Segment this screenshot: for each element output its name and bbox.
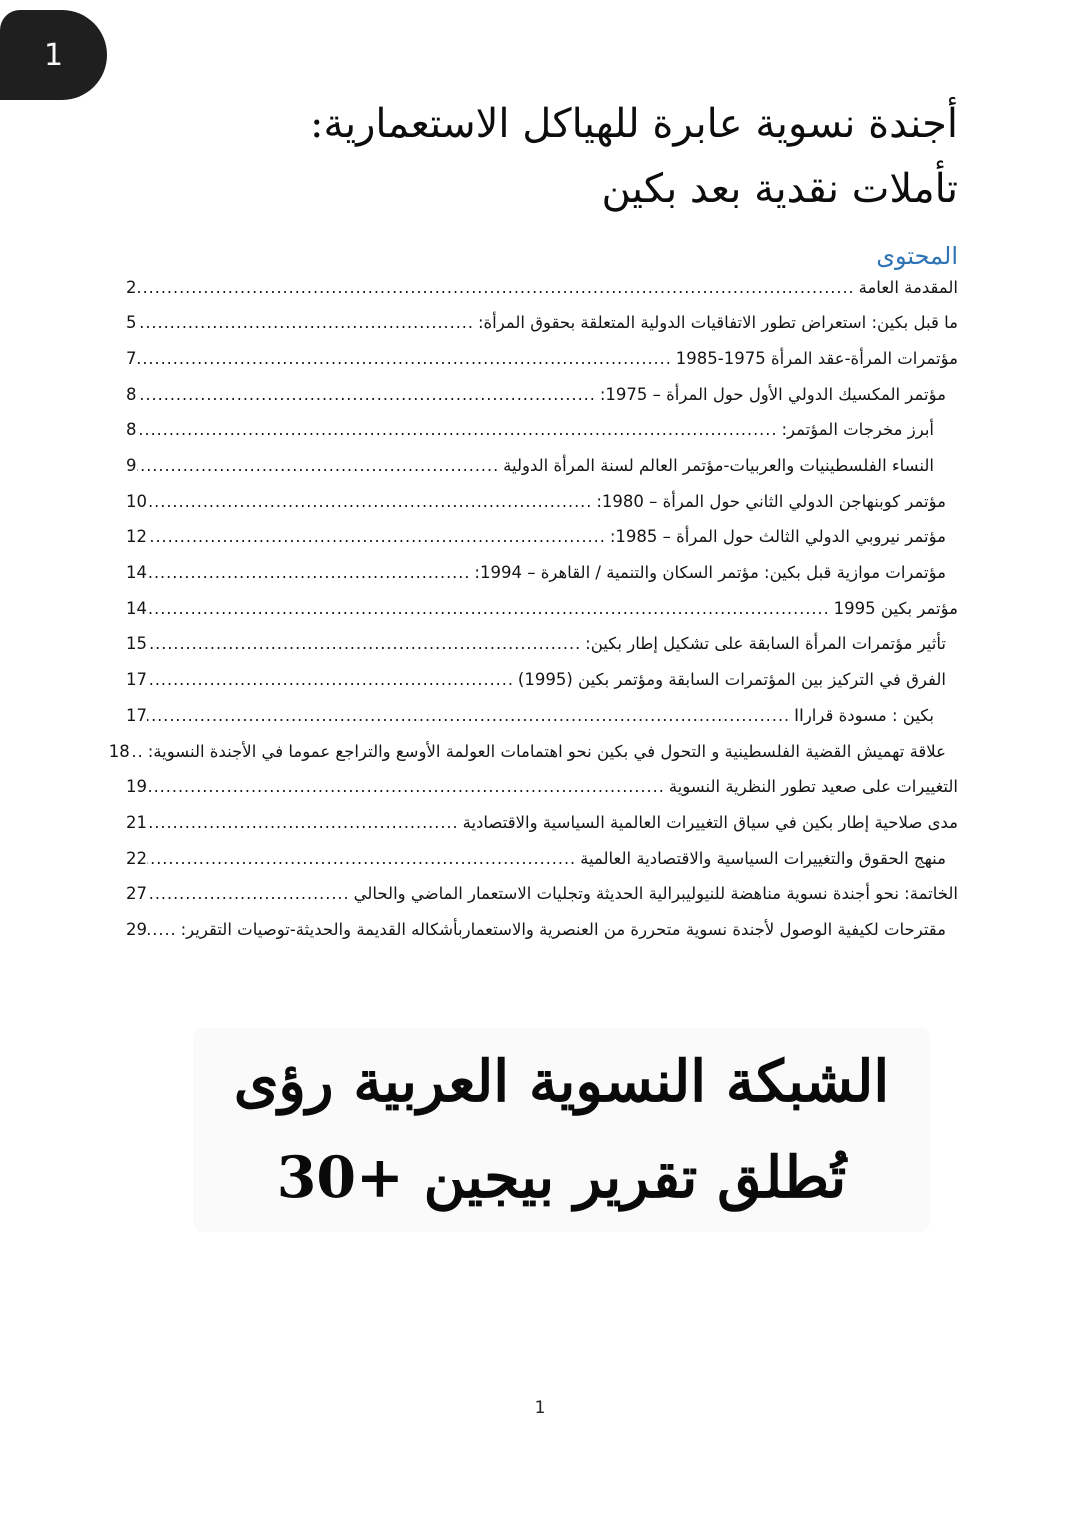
toc-entry[interactable]: [126, 920, 958, 956]
toc-leader-dots: [147, 670, 518, 689]
toc-entry-text: ما قبل بكين: استعراض تطور الاتفاقيات الدولية المتعلقة بحقوق المرأة:: [477, 313, 958, 333]
toc-page-number: 2: [126, 277, 137, 297]
toc-entry-text: مقترحات لكيفية الوصول لأجندة نسوية متحررة من العنصرية والاستعماربأشكاله القديمة والحديثة-توصيات التقرير:: [180, 919, 946, 939]
toc-entry-text: مدى صلاحية إطار بكين في سياق التغييرات العالمية السياسية والاقتصادية: [462, 812, 958, 832]
toc-entry[interactable]: [126, 563, 958, 599]
document-title-line2: تأملات نقدية بعد بكين: [601, 165, 958, 212]
toc-entry-text: مؤتمرات موازية قبل بكين: مؤتمر السكان والتنمية / القاهرة – 1994:: [474, 563, 946, 583]
toc-leader-dots: [147, 599, 834, 618]
toc-page-number: 5: [126, 313, 137, 333]
toc-entry-text: منهج الحقوق والتغييرات السياسية والاقتصادية العالمية: [580, 848, 946, 868]
toc-entry[interactable]: [126, 599, 958, 635]
toc-entry[interactable]: [126, 349, 958, 385]
toc-entry[interactable]: [126, 670, 958, 706]
toc-entry-text: تأثير مؤتمرات المرأة السابقة على تشكيل إطار بكين:: [585, 634, 946, 654]
toc-entry[interactable]: [126, 313, 958, 349]
toc-leader-dots: [137, 278, 859, 297]
toc-page-number: 14: [126, 563, 147, 583]
toc-entry-text: علاقة تهميش القضية الفلسطينية و التحول في بكين نحو اهتمامات العولمة الأوسع والتراجع عموما في الأجندة النسوية:: [147, 741, 946, 761]
toc-page-number: 9: [126, 456, 137, 476]
toc-leader-dots: [147, 563, 474, 582]
toc-leader-dots: [147, 884, 354, 903]
toc-page-number: 29: [126, 919, 147, 939]
toc-page-number: 8: [126, 384, 137, 404]
page-content: [108, 0, 958, 956]
toc-entry[interactable]: [126, 813, 958, 849]
toc-page-number: 21: [126, 812, 147, 832]
toc-page-number: 12: [126, 527, 147, 547]
toc-page-number: 8: [126, 420, 137, 440]
document-title: [126, 92, 958, 222]
toc-entry[interactable]: [126, 456, 958, 492]
toc-entry[interactable]: [126, 492, 958, 528]
toc-entry-text: مؤتمر بكين 1995: [833, 598, 958, 618]
toc-page-number: 22: [126, 848, 147, 868]
toc-entry-text: المقدمة العامة: [858, 277, 958, 297]
toc-entry-text: الفرق في التركيز بين المؤتمرات السابقة ومؤتمر بكين (1995): [517, 670, 946, 690]
toc-leader-dots: [147, 849, 580, 868]
toc-leader-dots: [147, 706, 794, 725]
toc-page-number: 19: [126, 777, 147, 797]
toc-entry[interactable]: [126, 884, 958, 920]
banner-line2: تُطلق تقرير بيجين +30: [276, 1144, 847, 1211]
toc-page-number: 14: [126, 598, 147, 618]
toc-leader-dots: [137, 349, 676, 368]
report-banner-image: [193, 1028, 930, 1232]
toc-page-number: 27: [126, 884, 147, 904]
toc-leader-dots: [137, 313, 478, 332]
toc-entry-text: أبرز مخرجات المؤتمر:: [781, 420, 934, 440]
toc-leader-dots: [147, 634, 585, 653]
toc-entry-text: مؤتمرات المرأة-عقد المرأة 1975-1985: [675, 348, 958, 368]
toc-page-number: 17: [126, 670, 147, 690]
toc-entry[interactable]: [126, 777, 958, 813]
toc-page-number: 7: [126, 348, 137, 368]
toc-entry[interactable]: [108, 741, 958, 778]
toc-entry[interactable]: [126, 278, 958, 314]
toc-entry[interactable]: [126, 527, 958, 563]
toc-entry-text: النساء الفلسطينيات والعربيات-مؤتمر العالم لسنة المرأة الدولية: [503, 456, 934, 476]
toc-leader-dots: [147, 813, 463, 832]
toc-entry-text: مؤتمر كوبنهاجن الدولي الثاني حول المرأة – 1980:: [596, 491, 946, 511]
document-title-line1: أجندة نسوية عابرة للهياكل الاستعمارية:: [310, 101, 958, 147]
toc-entry[interactable]: [126, 420, 958, 456]
toc-entry-text: مؤتمر نيروبي الدولي الثالث حول المرأة – 1985:: [609, 527, 946, 547]
toc-entry[interactable]: [126, 634, 958, 670]
toc-leader-dots: [147, 527, 610, 546]
toc-entry-text: مؤتمر المكسيك الدولي الأول حول المرأة – 1975:: [599, 384, 946, 404]
toc-leader-dots: [130, 742, 148, 761]
toc-entry-text: بكين : مسودة قرارII: [794, 705, 934, 725]
toc-leader-dots: [137, 456, 504, 475]
toc-page-number: 17: [126, 705, 147, 725]
toc-leader-dots: [137, 385, 600, 404]
toc-leader-dots: [147, 920, 181, 939]
banner-line1: الشبكة النسوية العربية رؤى: [233, 1048, 890, 1116]
toc-leader-dots: [147, 777, 669, 796]
toc-list: [108, 277, 958, 956]
toc-leader-dots: [137, 420, 782, 439]
toc-entry-text: الخاتمة: نحو أجندة نسوية مناهضة للنيوليبرالية الحديثة وتجليات الاستعمار الماضي والحالي: [353, 884, 958, 904]
toc-leader-dots: [147, 492, 596, 511]
toc-entry[interactable]: [126, 849, 958, 885]
toc-entry-text: التغييرات على صعيد تطور النظرية النسوية: [668, 777, 958, 797]
toc-page-number: 18: [108, 741, 130, 761]
footer-page-number: 1: [534, 1398, 546, 1418]
toc-entry[interactable]: [126, 385, 958, 421]
toc-heading: المحتوى: [876, 241, 958, 270]
toc-entry[interactable]: [126, 706, 958, 742]
page-index-badge-number: 1: [43, 37, 64, 73]
page-index-badge: [0, 10, 107, 100]
toc-page-number: 10: [126, 491, 147, 511]
toc-page-number: 15: [126, 634, 147, 654]
